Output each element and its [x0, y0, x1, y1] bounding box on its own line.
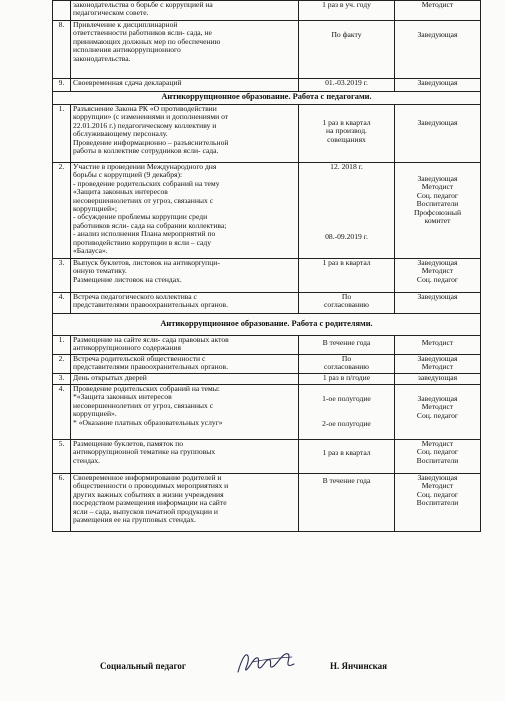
section-title-parents: Антикоррупционное образование. Работа с родителями.	[53, 314, 481, 336]
table-row	[53, 374, 481, 385]
activity-text: Своевременное информирование родителей и общественности о проводимых мероприятиях и других важных событиях в жизни учреждения посредством размещения информации на сайте ясли – сада, выпусков печатной продукции и размещения ее на групповых стендах.	[71, 474, 299, 532]
responsible-cell: Заведующая	[395, 79, 481, 92]
responsible-cell: Заведующая Методист Соц. педагог	[395, 259, 481, 293]
row-number: 9.	[53, 79, 71, 92]
activity-text: Разъяснение Закона РК «О противодействии коррупции» (с изменениями и дополнениями от 22.01.2016 г.) педагогическому коллективу и обслуживающему персоналу. Проведение информационно – разъяснительной работы в коллективе сотрудников ясли- сада.	[71, 105, 299, 163]
responsible-cell: Заведующая Методист	[395, 355, 481, 374]
term-cell: 1 раз в квартал	[299, 259, 395, 293]
responsible-cell: Методист Соц. педагог Воспитатели	[395, 440, 481, 474]
activity-text: Выпуск буклетов, листовок на антикорrупци- онную тематику. Размещение листовок на стендах.	[71, 259, 299, 293]
activity-text: Привлечение к дисциплинарной ответственности работников ясли- сада, не принимающих должных мер по обеспечению исполнения антикоррупционного законодательства.	[71, 21, 299, 79]
term-cell: В течение года	[299, 336, 395, 355]
table-row	[53, 79, 481, 92]
handwritten-signature	[232, 648, 300, 678]
activity-text: Проведение родительских собраний на темы: *«Защита законных интересов несовершеннолетних от угроз, связанных с коррупцией». * «Оказание платных образовательных услуг»	[71, 385, 299, 440]
term-cell: 1 раз в п/годие	[299, 374, 395, 385]
activity-text: Встреча педагогического коллектива с представителями правоохранительных органов.	[71, 293, 299, 314]
term-cell: По согласованию	[299, 355, 395, 374]
table-row	[53, 259, 481, 293]
row-number: 8.	[53, 21, 71, 79]
section-title-teachers: Антикоррупционное образование. Работа с педагогами.	[53, 92, 481, 105]
row-number: 3.	[53, 259, 71, 293]
signature-name: Н. Янчинская	[330, 661, 388, 671]
responsible-cell: Заведующая	[395, 21, 481, 79]
activity-text: законодательства о борьбе с коррупцией на педагогическом совете.	[71, 1, 299, 21]
section-header-row	[53, 92, 481, 105]
row-number: 4.	[53, 293, 71, 314]
row-number	[53, 1, 71, 21]
term-cell: В течение года	[299, 474, 395, 532]
activity-text: Размещение на сайте ясли- сада правовых актов антикоррупционного содержания	[71, 336, 299, 355]
term-cell: 1 раз в уч. году	[299, 1, 395, 21]
row-number: 5.	[53, 440, 71, 474]
term-cell: 1-ое полугодие 2-ое полугодие	[299, 385, 395, 440]
activity-text: Своевременная сдача деклараций	[71, 79, 299, 92]
section-header-row	[53, 314, 481, 336]
table-row	[53, 336, 481, 355]
term-cell: По факту	[299, 21, 395, 79]
row-number: 1.	[53, 105, 71, 163]
responsible-cell: Заведующая	[395, 293, 481, 314]
term-cell: 12. 2018 г. 08.-09.2019 г.	[299, 163, 395, 259]
responsible-cell: Заведующая	[395, 105, 481, 163]
row-number: 6.	[53, 474, 71, 532]
table-row	[53, 21, 481, 79]
document-sheet	[52, 0, 480, 532]
row-number: 3.	[53, 374, 71, 385]
plan-table	[52, 0, 481, 532]
table-row	[53, 293, 481, 314]
responsible-cell: Заведующая Методист Соц. педагог Воспитатели	[395, 474, 481, 532]
table-row	[53, 385, 481, 440]
responsible-cell: Заведующая Методист Соц. педагог Воспитатели Профсоюзный комитет	[395, 163, 481, 259]
row-number: 4.	[53, 385, 71, 440]
table-row	[53, 355, 481, 374]
term-cell: 1 раз в квартал	[299, 440, 395, 474]
activity-text: Встреча родительской общественности с представителями правоохранительных органов.	[71, 355, 299, 374]
table-row	[53, 474, 481, 532]
term-cell: По согласованию	[299, 293, 395, 314]
responsible-cell: Методист	[395, 336, 481, 355]
term-cell: 1 раз в квартал на производ. совещаниях	[299, 105, 395, 163]
table-row	[53, 105, 481, 163]
term-cell: 01.-03.2019 г.	[299, 79, 395, 92]
table-row	[53, 440, 481, 474]
activity-text: Участие в проведении Международного дня борьбы с коррупцией (9 декабря): - проведение родительских собраний на тему «Защита законных интересов несовершеннолетних от угроз, связанных с коррупцией»; - обсуждение проблемы коррупции среди работников ясли- сада на собрании коллектива; - анализ исполнения Плана мероприятий по противодействию коррупции в ясли – саду «Балауса».	[71, 163, 299, 259]
activity-text: День открытых дверей	[71, 374, 299, 385]
table-row	[53, 1, 481, 21]
signature-role: Социальный педагог	[100, 661, 186, 671]
row-number: 2.	[53, 163, 71, 259]
row-number: 1.	[53, 336, 71, 355]
responsible-cell: Заведующая Методист Соц. педагог	[395, 385, 481, 440]
row-number: 2.	[53, 355, 71, 374]
activity-text: Размещение буклетов, памяток по антикоррупционной тематике на групповых стендах.	[71, 440, 299, 474]
responsible-cell: Методист	[395, 1, 481, 21]
responsible-cell: заведующая	[395, 374, 481, 385]
table-row	[53, 163, 481, 259]
